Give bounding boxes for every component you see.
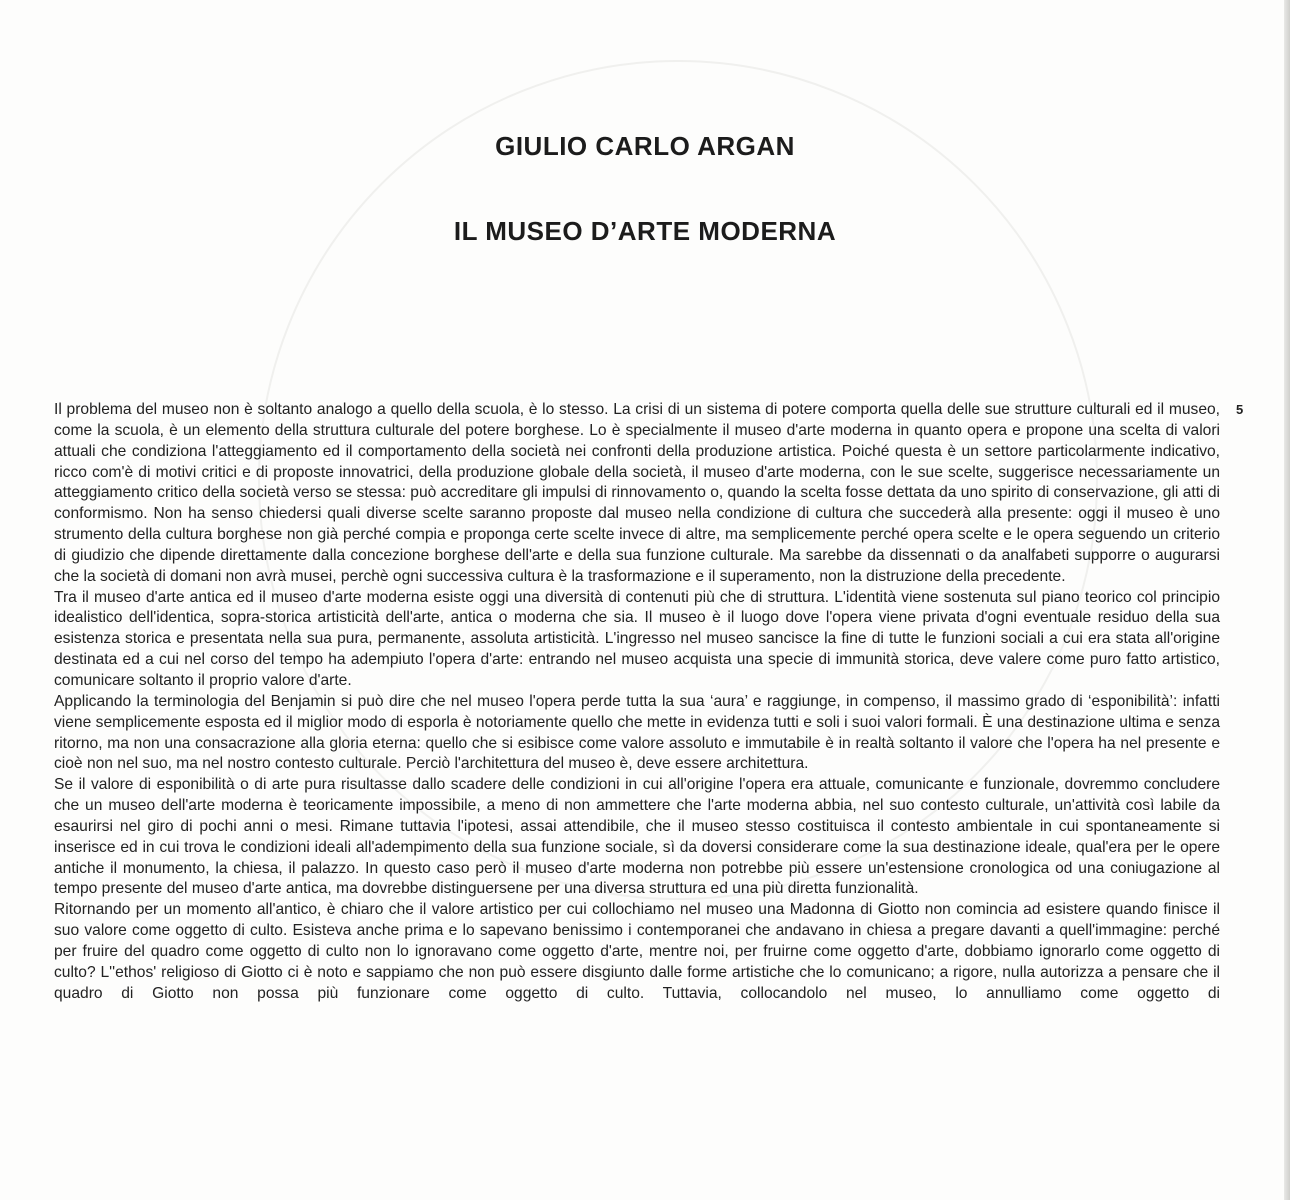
article-title: IL MUSEO D’ARTE MODERNA bbox=[453, 215, 837, 246]
paragraph: Ritornando per un momento all'antico, è chiaro che il valore artistico per cui collochiamo nel museo una Madonna di Giotto non comincia ad esistere quando finisce il suo valore come oggetto di culto. Esisteva anche prima e lo sapevano benissimo i contemporanei che andavano in chiesa a pregare davanti a quell'immagine: perché per fruire del quadro come oggetto di culto non lo ignoravano come oggetto d'arte, mentre noi, per fruirne come oggetto d'arte, dobbiamo ignorarlo come oggetto di culto? L''ethos' religioso di Giotto ci è noto e sappiamo che non può essere disgiunto dalle forme artistiche che lo comunicano; a rigore, nulla autorizza a pensare che il quadro di Giotto non possa più funzionare come oggetto di culto. Tuttavia, collocandolo nel museo, lo annulliamo come oggetto di bbox=[54, 901, 1220, 1002]
author-name: GIULIO CARLO ARGAN bbox=[495, 131, 795, 162]
page-edge bbox=[1284, 0, 1290, 1200]
paragraph: Se il valore di esponibilità o di arte pura risultasse dallo scadere delle condizioni in cui all'origine l'opera era attuale, comunicante e funzionale, dovremmo concludere che un museo dell'arte moderna è teoricamente impossibile, a meno di non ammettere che l'arte moderna abbia, nel suo contesto culturale, un'attività così labile da esaurirsi nel giro di pochi anni o mesi. Rimane tuttavia l'ipotesi, assai attendibile, che il museo stesso costituisca il contesto ambientale in cui spontaneamente si inserisce ed in cui trova le condizioni ideali all'adempimento della sua funzione sociale, sì da doversi considerare come la sua destinazione ideale, qual'era per le opere antiche il monumento, la chiesa, il palazzo. In questo caso però il museo d'arte moderna non potrebbe più essere un'estensione cronologica od una coniugazione al tempo presente del museo d'arte antica, ma dovrebbe distinguersene per una diversa struttura ed una più diretta funzionalità. bbox=[54, 776, 1220, 898]
page-number: 5 bbox=[1236, 402, 1244, 417]
paragraph: Tra il museo d'arte antica ed il museo d'arte moderna esiste oggi una diversità di contenuti più che di struttura. L'identità viene sostenuta sul piano teorico col principio idealistico dell'identica, sopra-storica artisticità dell'arte, antica o moderna che sia. Il museo è il luogo dove l'opera viene privata d'ogni eventuale residuo della sua esistenza storica e presentata nella sua pura, permanente, assoluta artisticità. L'ingresso nel museo sancisce la fine di tutte le funzioni sociali a cui era stata all'origine destinata ed a cui nel corso del tempo ha adempiuto l'opera d'arte: entrando nel museo acquista una specie di immunità storica, deve valere come puro fatto artistico, comunicare soltanto il proprio valore d'arte. bbox=[54, 588, 1220, 689]
article-body bbox=[54, 400, 1220, 1004]
paragraph: Il problema del museo non è soltanto analogo a quello della scuola, è lo stesso. La crisi di un sistema di potere comporta quella delle sue strutture culturali ed il museo, come la scuola, è un elemento della struttura culturale del potere borghese. Lo è specialmente il museo d'arte moderna in quanto opera e propone una scelta di valori attuali che condiziona l'atteggiamento ed il comportamento della società nei confronti della produzione artistica. Poiché questa è un settore particolarmente indicativo, ricco com'è di motivi critici e di proposte innovatrici, della produzione globale della società, il museo d'arte moderna, con le sue scelte, suggerisce necessariamente un atteggiamento critico della società verso se stessa: può accreditare gli impulsi di rinnovamento o, quando la scelta fosse dettata da uno spirito di conservazione, gli atti di conformismo. Non ha senso chiedersi quali diverse scelte saranno proposte dal museo nella condizione di cultura che succederà alla presente: oggi il museo è uno strumento della cultura borghese non già perché compia e proponga certe scelte invece di altre, ma semplicemente perché opera scelte e le opera seguendo un criterio di giudizio che dipende direttamente dalla concezione borghese dell'arte e della sua funzione culturale. Ma sarebbe da dissennati o da analfabeti supporre o augurarsi che la società di domani non avrà musei, perchè ogni successiva cultura è la trasformazione e il superamento, non la distruzione della precedente. bbox=[54, 401, 1220, 585]
paragraph: Applicando la terminologia del Benjamin si può dire che nel museo l'opera perde tutta la sua ‘aura’ e raggiunge, in compenso, il massimo grado di ‘esponibilità’: infatti viene semplicemente esposta ed il miglior modo di esporla è notoriamente quello che mette in evidenza tutti e soli i suoi valori formali. È una destinazione ultima e senza ritorno, ma non una consacrazione alla gloria eterna: quello che si esibisce come valore assoluto e immutabile è in realtà soltanto il valore che l'opera ha nel presente e cioè non nel suo, ma nel nostro contesto culturale. Perciò l'architettura del museo è, deve essere architettura. bbox=[54, 692, 1220, 773]
